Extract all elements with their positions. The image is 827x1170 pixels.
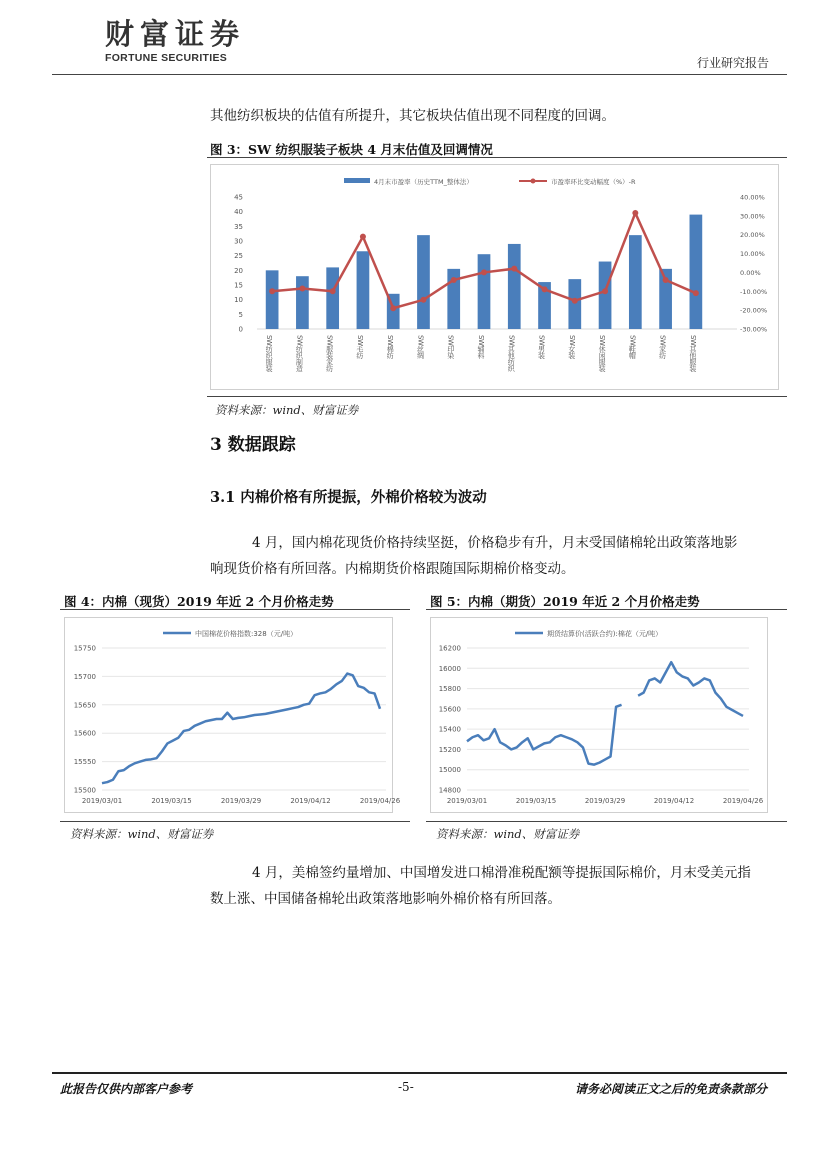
- report-type: 行业研究报告: [696, 56, 769, 70]
- y-tick-label: 15600: [73, 729, 96, 738]
- x-tick-label: 2019/04/26: [359, 797, 401, 805]
- paragraph1-line1: 4 月，国内棉花现货价格持续坚挺，价格稳步有升，月末受国储棉轮出政策落地影: [252, 535, 738, 551]
- figure5-caption: 图 5：内棉（期货）2019 年近 2 个月价格走势: [430, 594, 700, 609]
- x-category-label: SW休闲服装: [598, 335, 607, 372]
- pe-change-point-12: [602, 288, 608, 294]
- y-right-tick-label: 40.00%: [740, 193, 765, 202]
- pe-change-point-15: [693, 290, 699, 296]
- figure3-bottom-rule: [207, 396, 787, 397]
- y-left-tick-label: 10: [234, 296, 243, 305]
- x-category-label: SW家纺: [658, 335, 667, 359]
- y-left-tick-label: 35: [234, 222, 243, 231]
- y-tick-label: 15750: [73, 644, 96, 653]
- bar-2: [296, 276, 309, 329]
- x-category-label: SW印染: [446, 335, 455, 359]
- figure5-bottom-rule: [426, 821, 787, 822]
- x-category-label: SW其他纺织: [507, 335, 516, 372]
- x-tick-label: 2019/04/12: [290, 797, 331, 805]
- x-tick-label: 2019/04/26: [722, 797, 764, 805]
- pe-change-point-3: [330, 288, 336, 294]
- y-right-tick-label: -30.00%: [740, 325, 768, 334]
- logo-english-name: FORTUNE SECURITIES: [105, 52, 228, 64]
- figure3-caption-rule: [207, 157, 787, 158]
- paragraph1-line2: 响现货价格有所回落。内棉期货价格跟随国际期棉价格变动。: [210, 561, 575, 577]
- x-category-label: SW辅料: [477, 335, 485, 359]
- y-tick-label: 15800: [438, 685, 461, 694]
- bar-9: [508, 244, 521, 329]
- x-category-label: SW其他服装: [688, 335, 697, 372]
- y-tick-label: 15600: [438, 705, 461, 714]
- x-category-label: SW毛纺: [355, 335, 364, 359]
- y-left-tick-label: 15: [234, 281, 243, 290]
- pe-change-point-5: [390, 305, 396, 311]
- page-number: -5-: [398, 1080, 414, 1094]
- paragraph2-line2: 数上涨、中国储备棉轮出政策落地影响外棉价格有所回落。: [210, 891, 561, 907]
- logo-chinese-name: 财富证券: [105, 17, 246, 51]
- figure4-chart-frame: [64, 617, 401, 813]
- bar-4: [357, 251, 370, 329]
- section-heading: 3 数据跟踪: [210, 435, 296, 455]
- x-tick-label: 2019/03/29: [220, 797, 262, 805]
- figure5-chart-frame: [430, 617, 768, 813]
- y-left-tick-label: 25: [234, 252, 243, 261]
- pe-change-point-1: [269, 288, 275, 294]
- y-right-tick-label: 0.00%: [740, 268, 761, 277]
- x-category-label: SW纺织服装: [265, 335, 274, 372]
- x-category-label: SW丝绸: [416, 335, 425, 359]
- paragraph2-line1: 4 月，美棉签约量增加、中国增发进口棉滑准税配额等提振国际棉价，月末受美元指: [252, 865, 751, 881]
- y-left-tick-label: 30: [234, 237, 243, 246]
- pe-change-point-14: [663, 277, 669, 283]
- y-left-tick-label: 0: [238, 325, 243, 334]
- x-category-label: SW服装家纺: [325, 335, 334, 372]
- figure3-source: 资料来源：wind、财富证券: [215, 403, 359, 417]
- y-tick-label: 15000: [438, 766, 461, 775]
- pe-change-point-13: [632, 210, 638, 216]
- legend-label-line: 市盈率环比变动幅度（%）-R: [551, 178, 636, 186]
- y-tick-label: 15500: [73, 786, 96, 795]
- legend-label-bar: 4月末市盈率（历史TTM_整体法）: [374, 178, 473, 186]
- bar-1: [266, 270, 279, 329]
- pe-change-point-6: [420, 297, 426, 303]
- y-tick-label: 15400: [438, 725, 461, 734]
- pe-change-point-2: [299, 285, 305, 291]
- y-right-tick-label: -10.00%: [740, 287, 768, 296]
- y-tick-label: 16200: [438, 644, 461, 653]
- pe-change-point-9: [511, 266, 517, 272]
- header-divider: [52, 74, 787, 75]
- price-line-segment-1: [467, 705, 622, 765]
- figure5-source: 资料来源：wind、财富证券: [436, 827, 580, 841]
- figure5-caption-rule: [426, 609, 787, 610]
- y-left-tick-label: 45: [234, 193, 243, 202]
- x-tick-label: 2019/03/01: [81, 797, 123, 805]
- figure4-chart: [65, 618, 401, 812]
- y-tick-label: 15200: [438, 745, 461, 754]
- y-left-tick-label: 5: [238, 310, 243, 319]
- pe-change-point-11: [572, 298, 578, 304]
- figure5-chart: [431, 618, 767, 812]
- figure4-source: 资料来源：wind、财富证券: [70, 827, 214, 841]
- footer-disclaimer-left: 此报告仅供内部客户参考: [60, 1082, 193, 1096]
- figure4-bottom-rule: [60, 821, 410, 822]
- pe-change-point-8: [481, 269, 487, 275]
- figure3-chart-frame: [210, 164, 779, 390]
- bar-12: [599, 262, 612, 329]
- bar-8: [478, 254, 491, 329]
- legend-swatch-marker: [531, 179, 536, 184]
- x-category-label: SW男装: [537, 335, 546, 359]
- price-line-segment-2: [638, 662, 743, 716]
- x-tick-label: 2019/03/15: [515, 797, 557, 805]
- figure3-chart: [211, 165, 778, 389]
- company-logo: [105, 18, 245, 64]
- x-tick-label: 2019/03/15: [151, 797, 192, 805]
- legend-label: 中国棉花价格指数:328（元/吨）: [195, 630, 298, 638]
- y-tick-label: 15650: [73, 701, 96, 710]
- price-line-segment-1: [102, 674, 380, 784]
- bar-13: [629, 235, 642, 329]
- y-right-tick-label: 20.00%: [740, 231, 765, 240]
- x-category-label: SW鞋帽: [628, 335, 637, 359]
- x-tick-label: 2019/03/29: [584, 797, 626, 805]
- y-right-tick-label: 30.00%: [740, 212, 765, 221]
- figure3-caption: 图 3：SW 纺织服装子板块 4 月末估值及回调情况: [210, 142, 493, 157]
- y-tick-label: 14800: [438, 786, 461, 795]
- x-category-label: SW棉纺: [386, 335, 395, 359]
- bar-15: [690, 215, 703, 329]
- pe-change-point-10: [542, 286, 548, 292]
- pe-change-point-7: [451, 277, 457, 283]
- figure4-caption-rule: [60, 609, 410, 610]
- bar-11: [568, 279, 581, 329]
- y-left-tick-label: 20: [234, 266, 243, 275]
- y-tick-label: 16000: [438, 664, 461, 673]
- y-right-tick-label: -20.00%: [740, 306, 768, 315]
- x-tick-label: 2019/03/01: [446, 797, 488, 805]
- footer-divider: [52, 1072, 787, 1074]
- bar-3: [326, 267, 339, 329]
- figure4-caption: 图 4：内棉（现货）2019 年近 2 个月价格走势: [64, 594, 334, 609]
- y-tick-label: 15700: [73, 672, 96, 681]
- subsection-heading: 3.1 内棉价格有所提振，外棉价格较为波动: [210, 489, 487, 506]
- intro-paragraph: 其他纺织板块的估值有所提升，其它板块估值出现不同程度的回调。: [210, 108, 615, 124]
- x-tick-label: 2019/04/12: [653, 797, 695, 805]
- y-left-tick-label: 40: [234, 208, 243, 217]
- x-category-label: SW纺织制造: [295, 335, 304, 372]
- y-tick-label: 15550: [73, 758, 96, 767]
- legend-label: 期货结算价(活跃合约):棉花（元/吨）: [547, 630, 663, 638]
- pe-change-point-4: [360, 234, 366, 240]
- bar-6: [417, 235, 430, 329]
- y-right-tick-label: 10.00%: [740, 250, 765, 259]
- legend-swatch-bar: [344, 178, 370, 183]
- x-category-label: SW女装: [567, 335, 576, 359]
- footer-disclaimer-right: 请务必阅读正文之后的免责条款部分: [574, 1082, 767, 1096]
